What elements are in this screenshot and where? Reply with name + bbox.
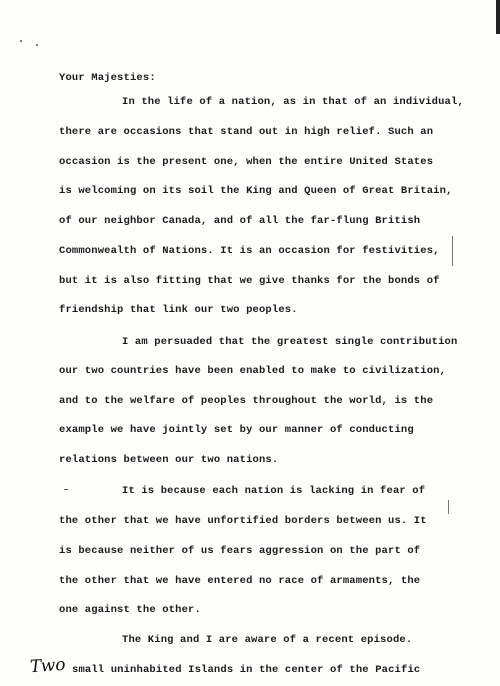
scan-speck bbox=[64, 489, 68, 490]
letter-line: example we have jointly set by our manner of conducting bbox=[59, 424, 414, 436]
scan-speck bbox=[20, 40, 22, 42]
letter-line: In the life of a nation, as in that of an individual, bbox=[122, 96, 464, 108]
letter-line: Commonwealth of Nations. It is an occasion for festivities, bbox=[59, 245, 440, 257]
letter-line: I am persuaded that the greatest single contribution bbox=[122, 336, 458, 348]
letter-line: and to the welfare of peoples throughout the world, is the bbox=[59, 395, 434, 407]
letter-line: small uninhabited Islands in the center of the Pacific bbox=[72, 664, 421, 676]
letter-line: of our neighbor Canada, and of all the far-flung British bbox=[59, 215, 421, 227]
letter-line: relations between our two nations. bbox=[59, 454, 279, 466]
letter-line: there are occasions that stand out in high relief. Such an bbox=[59, 126, 434, 138]
letter-line: occasion is the present one, when the entire United States bbox=[59, 156, 434, 168]
letter-line: It is because each nation is lacking in fear of bbox=[122, 485, 426, 497]
scan-edge-mark bbox=[496, 0, 500, 34]
letter-line: our two countries have been enabled to make to civilization, bbox=[59, 365, 447, 377]
letter-line: is because neither of us fears aggression on the part of bbox=[59, 545, 421, 557]
letter-line: The King and I are aware of a recent episode. bbox=[122, 634, 413, 646]
margin-mark bbox=[452, 236, 453, 266]
letter-line: friendship that link our two peoples. bbox=[59, 304, 298, 316]
letter-line: the other that we have unfortified borders between us. It bbox=[59, 515, 427, 527]
letter-line: but it is also fitting that we give thanks for the bonds of bbox=[59, 275, 440, 287]
scan-speck bbox=[36, 44, 38, 46]
letter-line: is welcoming on its soil the King and Queen of Great Britain, bbox=[59, 185, 453, 197]
handwritten-note: Two bbox=[29, 654, 67, 678]
letter-line: the other that we have entered no race of armaments, the bbox=[59, 575, 421, 587]
salutation: Your Majesties: bbox=[59, 72, 156, 84]
margin-mark bbox=[448, 500, 449, 514]
letter-line: one against the other. bbox=[59, 604, 201, 616]
